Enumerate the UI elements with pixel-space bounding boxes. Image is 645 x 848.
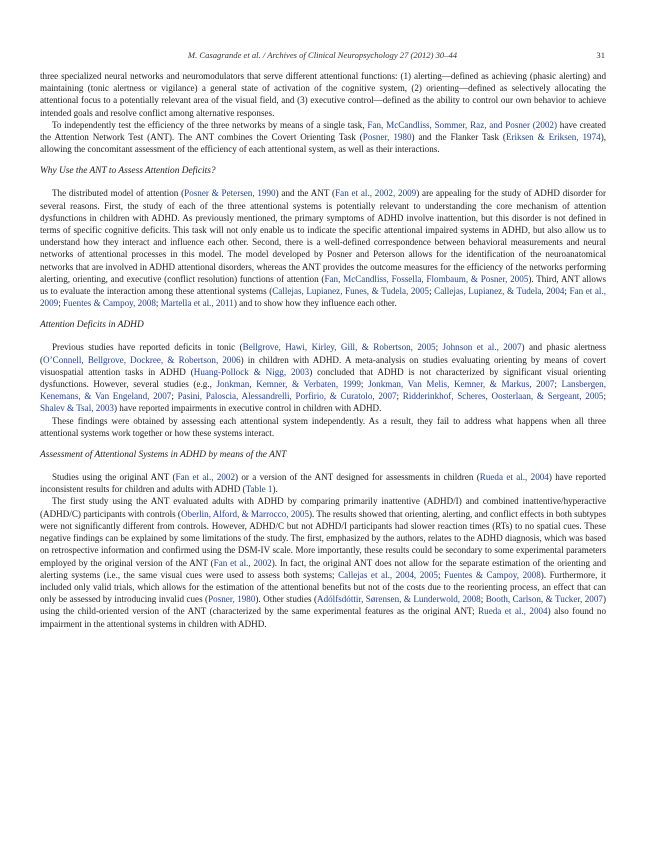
text-run: The distributed model of attention ( bbox=[52, 188, 185, 199]
journal-citation: M. Casagrande et al. / Archives of Clinical Neuropsychology 27 (2012) 30–44 bbox=[187, 50, 458, 60]
text-run: ). Third, ANT allows us to evaluate the interaction among these attentional systems ( bbox=[40, 273, 606, 297]
text-run: ). The results showed that orienting, alerting, and conflict effects in both subtypes were not significantly different from controls. However, ADHD/C but not ADHD/I participants had slower reaction times (RTs) to no spatial cues. These negative findings can be explained by some limitations of the study. The first, emphasized by the authors, relates to the ADHD diagnosis, which was based on retrospective information and confirmed using the DSM-IV scale. More importantly, these results could be secondary to some experimental parameters employed by the original version of the ANT ( bbox=[40, 508, 606, 568]
text-run: ; bbox=[564, 286, 570, 297]
text-run: ) have reported impairments in executive control in children with ADHD. bbox=[113, 403, 382, 414]
text-run: ). Furthermore, it included only valid trials, which allows for the estimation of the attentional benefits but not of the costs due to the reorienting process, an effect that can only be assessed by introducing invalid cues ( bbox=[40, 569, 606, 605]
paragraph-distributed-model bbox=[40, 187, 606, 309]
citation-link[interactable]: Posner, 1980 bbox=[362, 132, 412, 143]
text-run: ) using the child-oriented version of the ANT (characterized by the same experimental features as the original ANT; bbox=[40, 594, 606, 617]
citation-link[interactable]: Jonkman, Kemner, & Verbaten, 1999 bbox=[216, 379, 361, 390]
text-run: ) and to show how they influence each other. bbox=[233, 298, 397, 309]
text-run: ) and phasic alertness ( bbox=[40, 342, 606, 365]
text-run: ) are appealing for the study of ADHD disorder for several reasons. First, the study of each of the three attentional systems is potentially relevant to understanding the core mechanism of attention dysfunctions in children with ADHD. As previously mentioned, the primary symptoms of ADHD involve inattention, but this disorder is not defined in terms of specific cognitive deficits. This task will not only enable us to indicate the specific attentional impaired systems in ADHD, but also allow us to understand how they interact and influence each other. Second, there is a well-defined correspondence between behavioral measurements and neural networks of attentional processes in this model. The model developed by Posner and Peterson allows for the identification of the neuroanatomical networks that are involved in ADHD attentional disorders, whereas the ANT provides the outcome measures for the efficiency of the networks performing alerting, orienting, and executive (conflict resolution) functions of attention ( bbox=[40, 188, 606, 284]
text-run: Previous studies have reported deficits in tonic ( bbox=[52, 342, 243, 353]
section-heading-why-ant: Why Use the ANT to Assess Attention Deficits? bbox=[40, 166, 216, 177]
citation-link[interactable]: Jonkman, Van Melis, Kemner, & Markus, 2007 bbox=[368, 379, 555, 390]
citation-link[interactable]: Posner, 1980 bbox=[208, 594, 256, 605]
citation-link[interactable]: Fan, McCandliss, Fossella, Flombaum, & Posner, 2005 bbox=[324, 273, 529, 284]
text-run: ; bbox=[171, 391, 178, 402]
text-run: ) concluded that ADHD is not characterized by significant visual orienting dysfunctions. However, several studies (e.g., bbox=[40, 366, 607, 390]
text-run: ; bbox=[396, 391, 403, 402]
paragraph-previous-studies bbox=[40, 341, 606, 414]
text-run: ; bbox=[554, 379, 562, 390]
text-run: ) also found no impairment in the attentional systems in children with ADHD. bbox=[40, 606, 607, 629]
citation-link[interactable]: Eriksen & Eriksen, 1974 bbox=[505, 132, 601, 143]
paragraph-networks: three specialized neural networks and neuromodulators that serve different attentional functions: (1) alerting—defined as achieving (phasic alerting) and maintaining (tonic alertness or vigilance) a general state of activation of the cognitive system, (2) orienting—defined as selectively allocating the attentional focus to a potentially relevant area of the visual field, and (3) executive control—defined as the ability to control our own behavior to achieve intended goals and resolve conflict among alternative responses. bbox=[40, 71, 606, 118]
citation-link[interactable]: Fan, McCandliss, Sommer, Raz, and Posner (2002) bbox=[367, 119, 557, 130]
section-heading-attention-deficits: Attention Deficits in ADHD bbox=[40, 320, 144, 331]
text-run: ; bbox=[429, 286, 435, 297]
citation-link[interactable]: Fan et al., 2002 bbox=[175, 472, 236, 483]
citation-link[interactable]: Adólfsdóttir, Sørensen, & Lunderwold, 2008 bbox=[317, 594, 481, 605]
page-number: 31 bbox=[596, 50, 605, 60]
paragraph-first-study bbox=[40, 495, 606, 629]
citation-link[interactable]: Oberlin, Alford, & Marrocco, 2005 bbox=[180, 508, 310, 519]
section-heading-assessment: Assessment of Attentional Systems in ADHD by means of the ANT bbox=[40, 450, 287, 461]
text-run: ) and the ANT ( bbox=[275, 188, 336, 199]
text-run: ; bbox=[603, 391, 606, 402]
citation-link[interactable]: O’Connell, Bellgrove, Dockree, & Robertson, 2006 bbox=[43, 354, 241, 365]
text-run: ; bbox=[480, 594, 486, 605]
text-run: ; bbox=[58, 298, 63, 309]
text-run: To independently test the efficiency of the three networks by means of a single task, bbox=[52, 119, 368, 130]
paragraph-original-ant bbox=[40, 471, 606, 495]
text-run: ) or a version of the ANT designed for assessments in children ( bbox=[235, 472, 480, 483]
citation-link[interactable]: Fuentes & Campoy, 2008 bbox=[444, 569, 541, 580]
citation-link[interactable]: Johnson et al., 2007 bbox=[442, 342, 522, 353]
citation-link[interactable]: Rueda et al., 2004 bbox=[479, 472, 549, 483]
text-run: ), allowing the concomitant assessment of the efficiency of each attentional system, as well as their interactions. bbox=[40, 132, 607, 155]
citation-link[interactable]: Huang-Pollock & Nigg, 2003 bbox=[193, 366, 310, 377]
citation-link[interactable]: Fan et al., 2002 bbox=[213, 557, 272, 568]
citation-link[interactable]: Bellgrove, Hawi, Kirley, Gill, & Robertson, 2005 bbox=[242, 342, 436, 353]
citation-link[interactable]: Posner & Petersen, 1990 bbox=[184, 188, 276, 199]
text-run: have created the Attention Network Test (ANT). The ANT combines the Covert Orienting Task ( bbox=[40, 119, 606, 143]
text-run: ) in children with ADHD. A meta-analysis on studies evaluating orienting by means of covert visuospatial attention tasks in ADHD ( bbox=[40, 354, 606, 377]
citation-link[interactable]: Fan et al., 2009 bbox=[40, 286, 606, 309]
text-run: ). bbox=[272, 484, 278, 495]
citation-link[interactable]: Martella et al., 2011 bbox=[160, 298, 234, 309]
citation-link[interactable]: Pasini, Paloscia, Alessandrelli, Porfirio, & Curatolo, 2007 bbox=[177, 391, 397, 402]
text-run: ) and the Flanker Task ( bbox=[411, 132, 506, 143]
article-body bbox=[40, 70, 606, 630]
running-header bbox=[40, 50, 605, 64]
citation-link[interactable]: Callejas, Lupianez, Funes, & Tudela, 2005 bbox=[272, 286, 430, 297]
text-run: ) have reported inconsistent results for children and adults with ADHD ( bbox=[40, 472, 606, 495]
citation-link[interactable]: Callejas et al., 2004, 2005 bbox=[338, 569, 438, 580]
citation-link[interactable]: Rueda et al., 2004 bbox=[478, 606, 548, 617]
text-run: ; bbox=[437, 569, 445, 580]
citation-link[interactable]: Shalev & Tsal, 2003 bbox=[40, 403, 114, 414]
text-run: ; bbox=[435, 342, 443, 353]
citation-link[interactable]: Lansbergen, Kenemans, & Van Engeland, 2007 bbox=[40, 379, 606, 402]
paragraph-findings: These findings were obtained by assessing each attentional system independently. As a result, they fail to address what happens when all three attentional systems work together or how these systems interact. bbox=[40, 415, 606, 438]
citation-link[interactable]: Callejas, Lupianez, & Tudela, 2004 bbox=[434, 286, 565, 297]
citation-link[interactable]: Table 1 bbox=[245, 484, 273, 495]
text-run: Studies using the original ANT ( bbox=[52, 472, 176, 483]
text-run: The first study using the ANT evaluated adults with ADHD by comparing primarily inattentive (ADHD/I) and combined inattentive/hyperactive (ADHD/C) participants with controls ( bbox=[40, 496, 606, 519]
text-run: ; bbox=[360, 379, 369, 390]
citation-link[interactable]: Fan et al., 2002, 2009 bbox=[335, 188, 417, 199]
citation-link[interactable]: Fuentes & Campoy, 2008 bbox=[63, 298, 156, 309]
text-run: ). In fact, the original ANT does not allow for the separate estimation of the orienting and alerting systems (i.e., the same visual cues were used to assess both systems; bbox=[40, 557, 606, 580]
text-run: ). Other studies ( bbox=[255, 594, 317, 605]
paragraph-ant-intro bbox=[40, 119, 606, 156]
citation-link[interactable]: Booth, Carlson, & Tucker, 2007 bbox=[485, 594, 603, 605]
citation-link[interactable]: Ridderinkhof, Scheres, Oosterlaan, & Sergeant, 2005 bbox=[402, 391, 604, 402]
text-run: ; bbox=[155, 298, 161, 309]
